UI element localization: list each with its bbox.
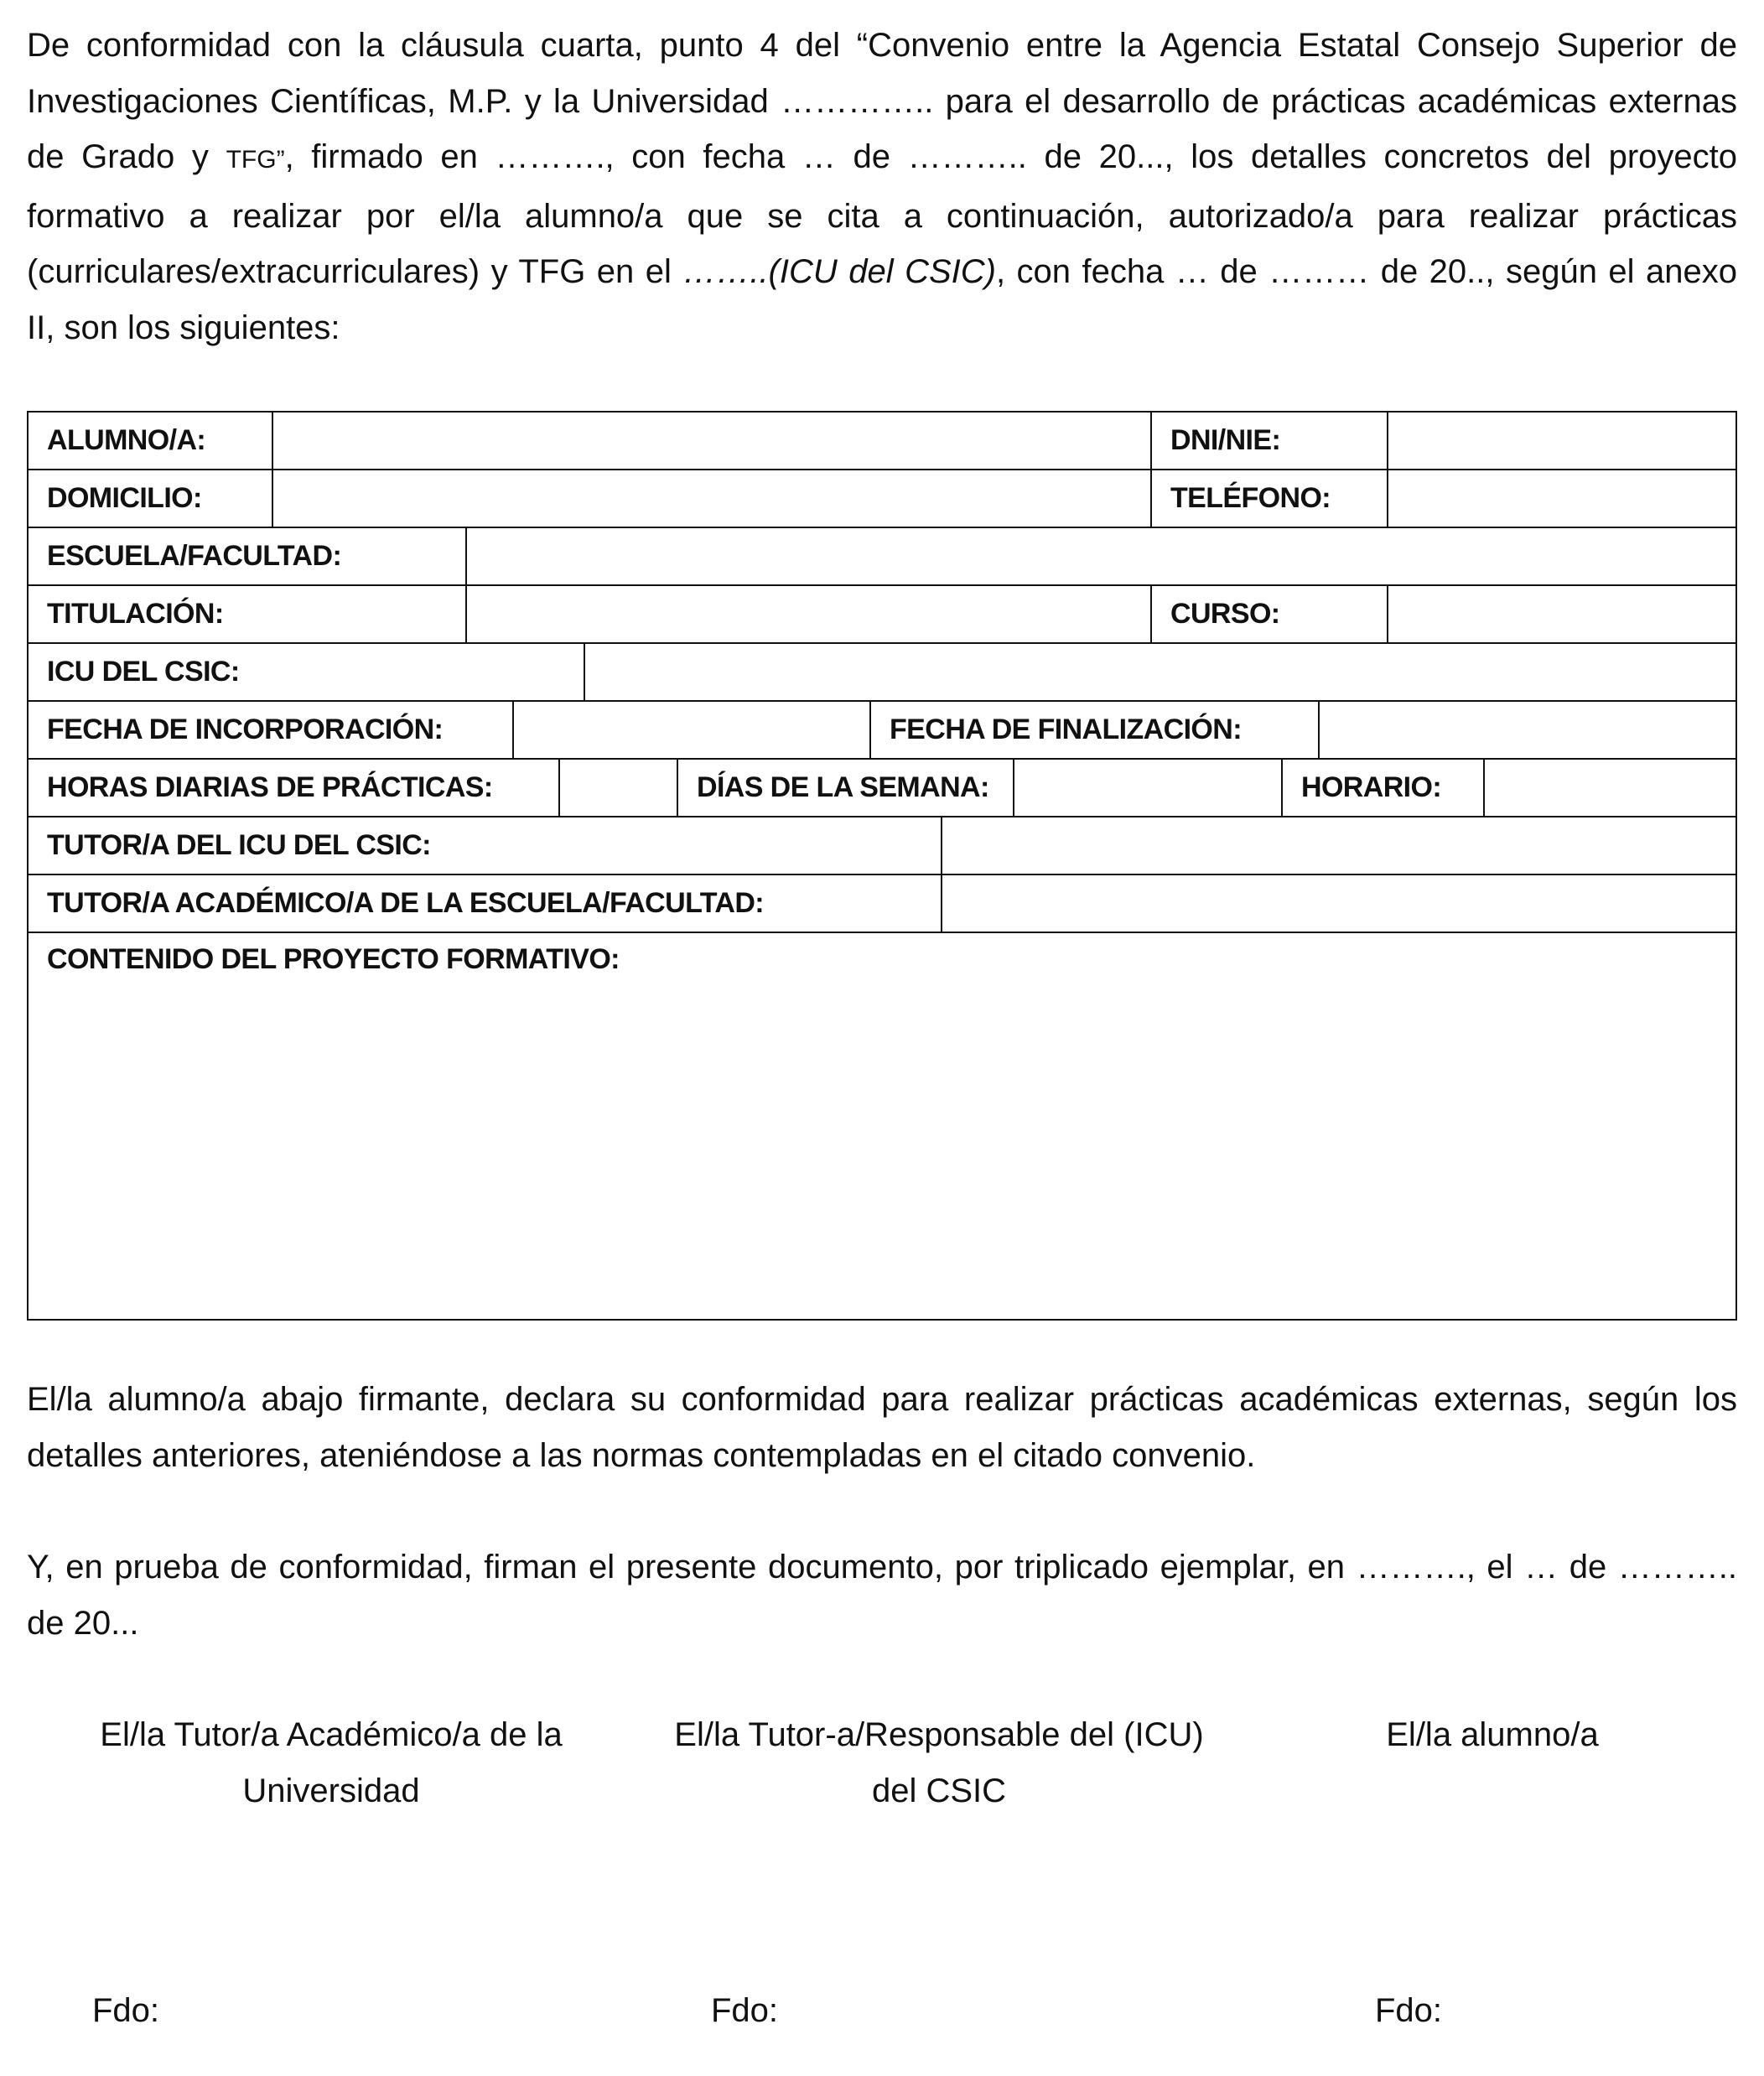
dni-label: DNI/NIE: <box>1170 424 1281 456</box>
contenido-field[interactable] <box>29 933 1735 1319</box>
fdo-3: Fdo: <box>1375 1992 1443 2029</box>
form-row-domicilio <box>29 470 1735 528</box>
label-cell <box>869 702 1318 758</box>
fdo-1: Fdo: <box>92 1992 160 2029</box>
form-row-tutor-academico <box>29 875 1735 933</box>
project-form-table <box>27 411 1737 1321</box>
fecha-incorporacion-label: FECHA DE INCORPORACIÓN: <box>47 714 444 745</box>
intro-text-2: , firmado en ………., con fecha … de ……….. de 20..., los detalles concretos del proyecto formativo a realizar por el/la alumno/a que se cita a continuación, autorizado/a para realizar prácticas (curriculares/extracurriculares) y TFG en el <box>27 138 1737 290</box>
label-cell <box>29 817 941 874</box>
label-cell <box>29 586 465 642</box>
form-row-horario <box>29 760 1735 817</box>
label-cell <box>1150 413 1387 469</box>
telefono-field[interactable] <box>1387 470 1735 527</box>
tutor-icu-label: TUTOR/A DEL ICU DEL CSIC: <box>47 829 431 861</box>
signature-1-line-2: Universidad <box>242 1772 420 1809</box>
form-row-icu <box>29 644 1735 702</box>
signature-tutor-academico <box>67 1707 595 1819</box>
label-cell <box>1150 470 1387 527</box>
fdo-2: Fdo: <box>711 1992 779 2029</box>
domicilio-label: DOMICILIO: <box>47 482 202 514</box>
intro-paragraph <box>27 18 1737 356</box>
label-cell <box>29 470 272 527</box>
form-row-tutor-icu <box>29 817 1735 875</box>
signature-2-line-2: del CSIC <box>871 1772 1007 1809</box>
label-cell <box>29 875 941 932</box>
fecha-finalizacion-label: FECHA DE FINALIZACIÓN: <box>890 714 1242 745</box>
horario-field[interactable] <box>1483 760 1735 816</box>
form-row-titulacion <box>29 586 1735 644</box>
curso-label: CURSO: <box>1170 598 1280 630</box>
curso-field[interactable] <box>1387 586 1735 642</box>
proof-paragraph: Y, en prueba de conformidad, firman el presente documento, por triplicado ejemplar, en ………., el … de ……….. de 20... <box>27 1549 1737 1642</box>
intro-tfg: TFG” <box>226 146 285 174</box>
tutor-icu-field[interactable] <box>941 817 1735 874</box>
form-row-escuela <box>29 528 1735 586</box>
label-cell <box>29 528 465 584</box>
icu-label: ICU DEL CSIC: <box>47 656 240 688</box>
alumno-field[interactable] <box>272 413 1150 469</box>
dias-field[interactable] <box>1013 760 1281 816</box>
label-cell <box>677 760 1013 816</box>
label-cell <box>29 413 272 469</box>
dni-field[interactable] <box>1387 413 1735 469</box>
contenido-label: CONTENIDO DEL PROYECTO FORMATIVO: <box>47 943 620 975</box>
intro-text-1: De conformidad con la cláusula cuarta, punto 4 del “Convenio entre la Agencia Estatal Consejo Superior de Investigaciones Científicas, M.P. y la Universidad ………….. para el desarrollo de prácticas académicas externas de Grado y <box>27 27 1737 175</box>
tutor-academico-field[interactable] <box>941 875 1735 932</box>
signature-3-line-1: El/la alumno/a <box>1386 1716 1599 1753</box>
telefono-label: TELÉFONO: <box>1170 482 1331 514</box>
horas-field[interactable] <box>558 760 677 816</box>
fecha-finalizacion-field[interactable] <box>1318 702 1735 758</box>
icu-field[interactable] <box>584 644 1735 700</box>
declaration-paragraph: El/la alumno/a abajo firmante, declara su conformidad para realizar prácticas académicas externas, según los detalles anteriores, ateniéndose a las normas contempladas en el citado convenio. <box>27 1381 1737 1474</box>
horas-label: HORAS DIARIAS DE PRÁCTICAS: <box>47 771 493 803</box>
intro-icu: ……..(ICU del CSIC) <box>682 253 996 290</box>
fecha-incorporacion-field[interactable] <box>512 702 869 758</box>
signature-tutor-csic <box>646 1707 1232 1819</box>
form-row-alumno <box>29 413 1735 470</box>
label-cell <box>29 644 584 700</box>
signature-1-line-1: El/la Tutor/a Académico/a de la <box>100 1716 563 1753</box>
signature-2-line-1: El/la Tutor-a/Responsable del (ICU) <box>674 1716 1204 1753</box>
label-cell <box>29 760 558 816</box>
escuela-field[interactable] <box>465 528 1735 584</box>
domicilio-field[interactable] <box>272 470 1150 527</box>
escuela-label: ESCUELA/FACULTAD: <box>47 540 342 572</box>
label-cell <box>29 702 512 758</box>
form-row-fechas <box>29 702 1735 760</box>
titulacion-label: TITULACIÓN: <box>47 598 224 630</box>
alumno-label: ALUMNO/A: <box>47 424 206 456</box>
label-cell <box>1150 586 1387 642</box>
signature-alumno <box>1325 1707 1660 1763</box>
label-cell <box>1281 760 1483 816</box>
dias-label: DÍAS DE LA SEMANA: <box>697 771 989 803</box>
intro-text-3: , con fecha … de ……… de 20.., según el anexo II, son los siguientes: <box>27 253 1737 346</box>
horario-label: HORARIO: <box>1301 771 1442 803</box>
tutor-academico-label: TUTOR/A ACADÉMICO/A DE LA ESCUELA/FACULTAD: <box>47 887 765 919</box>
titulacion-field[interactable] <box>465 586 1150 642</box>
